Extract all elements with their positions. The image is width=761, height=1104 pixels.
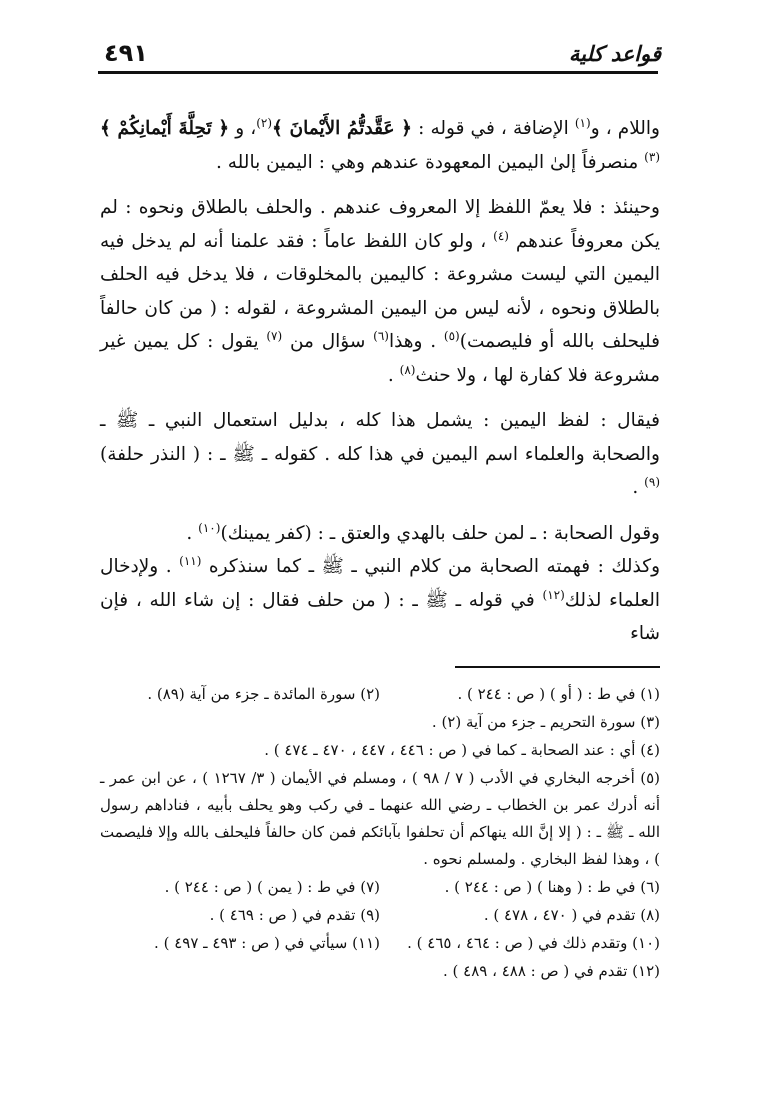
- footnote-ref-11: (١١): [179, 554, 202, 568]
- text-run: سؤال من: [282, 331, 374, 352]
- footnote-row: [100, 901, 660, 929]
- text-run: الإضافة ، في قوله :: [412, 118, 575, 139]
- footnote-row: [100, 929, 660, 957]
- text-run: . ولإدخال العلماء لذلك: [100, 556, 660, 611]
- paragraph-1: [100, 112, 660, 179]
- footnote-ref-7: (٧): [266, 329, 283, 343]
- footnote-ref-12: (١٢): [542, 587, 565, 602]
- text-run: .: [632, 477, 645, 498]
- page-number: ٤٩١: [104, 39, 148, 67]
- main-text: [100, 112, 660, 651]
- footnote-ref-4: (٤): [493, 228, 509, 243]
- text-run: . وهذا: [388, 331, 444, 352]
- footnote-separator: [455, 666, 660, 668]
- footnote-8: (٨) تقدم في ( ٤٧٠ ، ٤٧٨ ) .: [483, 905, 660, 924]
- text-run: ، ولو كان اللفظ عاماً : فقد علمنا أنه لم يدخل فيه اليمين التي ليست مشروعة : كاليمين بالمخلوقات ، فلا يدخل فيه الحلف بالطلاق ونحوه ، لأنه ليس من اليمين المشروعة ، لقوله : ( من كان حالفاً فليحلف بالله أو فليصمت): [100, 230, 661, 352]
- text-run: وكذلك : فهمته الصحابة من كلام النبي ـ ﷺ ـ كما سنذكره: [201, 556, 660, 577]
- text-run: منصرفاً إلىٰ اليمين المعهودة عندهم وهي : اليمين بالله .: [216, 151, 645, 173]
- text-run: .: [387, 364, 400, 386]
- paragraph-2: [100, 191, 660, 392]
- text-run: .: [186, 522, 199, 544]
- footnote-12: (١٢) تقدم في ( ص : ٤٨٨ ، ٤٨٩ ) .: [443, 962, 660, 981]
- text-run: في قوله ـ ﷺ ـ : ( من حلف فقال : إن شاء الله ، فإن شاء: [100, 589, 660, 644]
- text-run: فيقال : لفظ اليمين : يشمل هذا كله ، بدليل استعمال النبي ـ ﷺ ـ والصحابة والعلماء اسم اليمين في هذا كله . كقوله ـ ﷺ ـ : ( النذر حلفة): [100, 410, 660, 465]
- footnote-10: (١٠) وتقدم ذلك في ( ص : ٤٦٤ ، ٤٦٥ ) .: [407, 934, 660, 953]
- footnotes: [100, 680, 660, 985]
- footnote-ref-10: (١٠): [198, 520, 221, 535]
- footnote-2: (٢) سورة المائدة ـ جزء من آية (٨٩) .: [147, 685, 380, 703]
- footnote-row: [100, 680, 660, 708]
- running-head: قواعد كلية: [568, 42, 661, 66]
- footnote-9: (٩) تقدم في ( ص : ٤٦٩ ) .: [209, 905, 380, 924]
- header-rule: [98, 71, 658, 74]
- quran-quote-1: ﴿ عَقَّدتُّمُ الأَيْمانَ ﴾: [272, 118, 413, 139]
- footnote-ref-8: (٨): [399, 362, 416, 377]
- paragraph-3: [100, 404, 660, 505]
- footnote-6: (٦) في ط : ( وهنا ) ( ص : ٢٤٤ ) .: [444, 877, 660, 896]
- footnote-row: [100, 873, 660, 901]
- footnote-1: (١) في ط : ( أو ) ( ص : ٢٤٤ ) .: [457, 685, 660, 703]
- text-run: يقول : كل يمين غير مشروعة فلا كفارة لها ، ولا حنث: [100, 331, 660, 386]
- footnote-11: (١١) سيأتي في ( ص : ٤٩٣ ـ ٤٩٧ ) .: [154, 934, 380, 953]
- quran-quote-2: ﴿ تَحِلَّةَ أَيْمانِكُمْ ﴾: [100, 118, 230, 139]
- text-run: واللام ، و: [590, 118, 660, 139]
- footnote-7: (٧) في ط : ( يمن ) ( ص : ٢٤٤ ) .: [164, 877, 380, 896]
- text-run: وقول الصحابة : ـ لمن حلف بالهدي والعتق ـ : (كفر يمينك): [220, 522, 660, 544]
- footnote-ref-5: (٥): [443, 329, 460, 343]
- footnote-ref-1: (١): [574, 116, 591, 130]
- footnote-ref-9: (٩): [644, 475, 660, 489]
- footnote-ref-2: (٢): [256, 116, 273, 130]
- footnote-ref-6: (٦): [373, 329, 389, 343]
- paragraph-5: [100, 550, 660, 651]
- text-run: وحينئذ : فلا يعمّ اللفظ إلا المعروف عندهم . والحلف بالطلاق ونحوه : لم يكن معروفاً عندهم: [100, 197, 660, 252]
- footnote-3: (٣) سورة التحريم ـ جزء من آية (٢) .: [431, 713, 660, 732]
- footnote-5: (٥) أخرجه البخاري في الأدب ( ٧ / ٩٨ ) ، ومسلم في الأيمان ( ٣/ ١٢٦٧ ) ، عن ابن عمر ـ أنه أدرك عمر بن الخطاب ـ رضي الله عنهما ـ في ركب وهو يحلف بأبيه ، فناداهم رسول الله ـ ﷺ ـ : ( إلا إنَّ الله ينهاكم أن تحلفوا بآبائكم فمن كان حالفاً فليحلف بالله وإلا فليصمت ) ، وهذا لفظ البخاري . ولمسلم نحوه .: [100, 768, 661, 868]
- paragraph-4: [100, 517, 660, 551]
- footnote-ref-3: (٣): [644, 149, 660, 164]
- text-run: ، و: [229, 118, 257, 139]
- footnote-4: (٤) أي : عند الصحابة ـ كما في ( ص : ٤٤٦ ، ٤٤٧ ، ٤٧٠ ـ ٤٧٤ ) .: [264, 741, 660, 760]
